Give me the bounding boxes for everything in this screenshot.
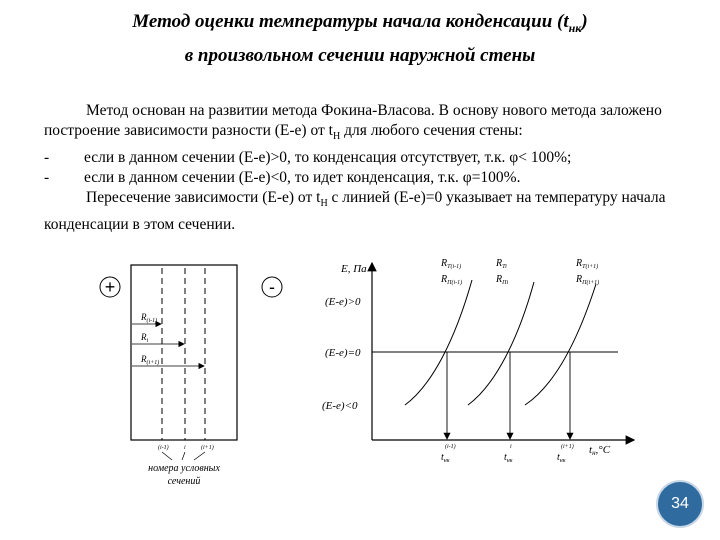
paragraph-1: Метод основан на развитии метода Фокина-Власова. В основу нового метода заложено построение зависимости разности (Е-е) от $t_Н$ для любого сечения стены: xyxy=(44,102,662,143)
curve-2-label-bottom: $R_{Пi}$ xyxy=(496,274,509,286)
y-axis-label: E, Па xyxy=(341,263,367,275)
condition-zero: (E-e)=0 xyxy=(325,347,361,359)
minus-sign: - xyxy=(269,277,275,297)
section-num-3: (i+1) xyxy=(201,445,214,451)
tnk-1-superscript: (i-1) xyxy=(445,444,456,450)
section-num-1: (i-1) xyxy=(158,445,169,451)
curve-2 xyxy=(468,282,534,405)
section-caption-1: номера условных xyxy=(148,463,220,474)
x-axis-label: tн,°C xyxy=(589,444,611,457)
caption-leader-3 xyxy=(194,452,205,460)
bullet-2: - если в данном сечении (Е-е)<0, то идет конденсация, т.к. φ=100%. xyxy=(44,168,521,186)
bullet-1: - если в данном сечении (Е-е)>0, то конденсация отсутствует, т.к. φ< 100%; xyxy=(44,148,572,166)
curve-3-label-top: $R_{T(i+1)}$ xyxy=(576,258,599,270)
r1-label: $R_{(i-1)}$ xyxy=(141,312,158,324)
r2-label: $R_i$ xyxy=(141,332,149,344)
curve-3 xyxy=(525,284,596,405)
caption-leader-1 xyxy=(162,452,172,460)
curve-3-label-bottom: $R_{П(i+1)}$ xyxy=(576,274,600,286)
condition-positive: (E-e)>0 xyxy=(325,296,361,308)
condition-negative: (E-e)<0 xyxy=(322,400,358,412)
paragraph-2: Пересечение зависимости (Е-е) от $t_Н$ с линией (Е-е)=0 указывает на температуру начала конденсации в этом сечении. xyxy=(44,189,666,233)
condensation-graph xyxy=(322,258,634,464)
title-line-1: Метод оценки температуры начала конденсации $(t_{нк})$ xyxy=(132,11,588,35)
tnk-3-label: $t_{нк}$ xyxy=(557,452,566,464)
wall-diagram xyxy=(100,265,282,487)
section-num-2: i xyxy=(184,445,186,451)
caption-leader-2 xyxy=(182,452,185,460)
tnk-3-superscript: (i+1) xyxy=(561,444,574,450)
page-number-badge: 34 xyxy=(656,480,704,528)
curve-1-label-top: $R_{T(i-1)}$ xyxy=(441,258,462,270)
curve-1 xyxy=(405,280,472,405)
curve-1-label-bottom: $R_{П(i-1)}$ xyxy=(441,274,463,286)
r3-label: $R_{(i+1)}$ xyxy=(141,354,160,366)
wall-outline xyxy=(131,265,237,440)
tnk-2-label: $t_{нк}$ xyxy=(504,452,513,464)
title-line-2: в произвольном сечении наружной стены xyxy=(184,44,536,66)
tnk-2-superscript: i xyxy=(510,444,512,450)
tnk-1-label: $t_{нк}$ xyxy=(441,452,450,464)
curve-2-label-top: $R_{Ti}$ xyxy=(496,258,507,270)
plus-sign: + xyxy=(104,277,116,297)
section-caption-2: сечений xyxy=(167,476,201,487)
